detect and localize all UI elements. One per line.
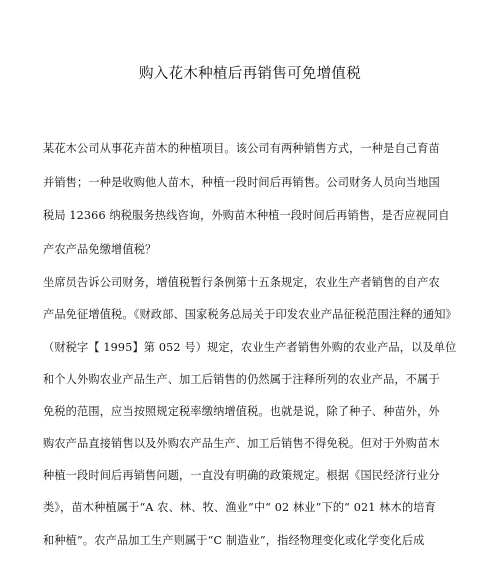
- paragraph-line: 坐席员告诉公司财务，增值税暂行条例第十五条规定，农业生产者销售的自产农: [43, 276, 440, 289]
- paragraph-line: 产品免征增值税。《财政部、国家税务总局关于印发农业产品征税范围注释的通知》: [43, 308, 457, 321]
- paragraph-line: 购农产品直接销售以及外购农产品生产、加工后销售不得免税。但对于外购苗木: [43, 437, 440, 450]
- paragraph-line: 某花木公司从事花卉苗木的种植项目。该公司有两种销售方式，一种是自己育苗: [43, 142, 440, 155]
- paragraph-line: 免税的范围，应当按照规定税率缴纳增值税。也就是说，除了种子、种苗外，外: [43, 405, 440, 418]
- paragraph-line: 并销售；一种是收购他人苗木，种植一段时间后再销售。公司财务人员向当地国: [43, 176, 440, 189]
- paragraph-line: （财税字【 1995】第 052 号）规定，农业生产者销售外购的农业产品，以及单位: [43, 341, 457, 354]
- paragraph-line: 税局 12366 纳税服务热线咨询，外购苗木种植一段时间后再销售，是否应视同自: [43, 209, 450, 222]
- paragraph-line: 和种植”。农产品加工生产则属于“C 制造业”，指经物理变化或化学变化后成: [43, 534, 425, 547]
- paragraph-line: 类》，苗木种植属于“A 农、林、牧、渔业”中“ 02 林业”下的“ 021 林木的培育: [43, 501, 436, 514]
- document-title: 购入花木种植后再销售可免增值税: [139, 66, 361, 82]
- paragraph-line: 种植一段时间后再销售问题，一直没有明确的政策规定。根据《国民经济行业分: [43, 469, 440, 482]
- paragraph-line: 和个人外购农业产品生产、加工后销售的仍然属于注释所列的农业产品，不属于: [43, 373, 440, 386]
- paragraph-line: 产农产品免缴增值税？: [43, 243, 157, 256]
